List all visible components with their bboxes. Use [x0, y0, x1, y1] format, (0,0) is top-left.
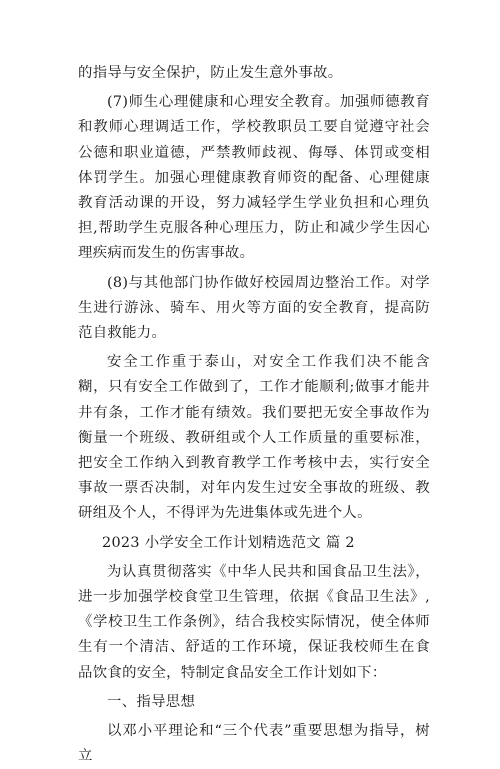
paragraph: 安全工作重于泰山，对安全工作我们决不能含糊，只有安全工作做到了，工作才能顺利;做事才能井井有条，工作才能有绩效。我们要把无安全事故作为衡量一个班级、教研组或个人工作质量的重要标准，把安全工作纳入到教育教学工作考核中去，实行安全事故一票否决制，对年内发生过安全事故的班级、教研组及个人，不得评为先进集体或先进个人。: [78, 354, 430, 522]
document-page: [78, 61, 430, 769]
paragraph: 的指导与安全保护，防止发生意外事故。: [78, 65, 343, 81]
heading-guiding-ideology: 一、指导思想: [107, 693, 196, 710]
paragraph: 为认真贯彻落实《中华人民共和国食品卫生法》，进一步加强学校食堂卫生管理，依据《食品卫生法》,《学校卫生工作条例》，结合我校实际情况，使全体师生有一个清洁、舒适的工作环境，保证我校师生在食品饮食的安全，特制定食品安全工作计划如下：: [78, 563, 430, 681]
paragraph: 以邓小平理论和“三个代表”重要思想为指导，树立: [78, 723, 430, 765]
section-title: 2023 小学安全工作计划精选范文 篇 2: [102, 534, 355, 551]
paragraph: (8)与其他部门协作做好校园周边整治工作。对学生进行游泳、骑车、用火等方面的安全教育，提高防范自救能力。: [78, 274, 430, 342]
paragraph: (7)师生心理健康和心理安全教育。加强师德教育和教师心理调适工作，学校教职员工要自觉遵守社会公德和职业道德，严禁教师歧视、侮辱、体罚或变相体罚学生。加强心理健康教育师资的配备、心理健康教育活动课的开设，努力减轻学生学业负担和心理负担,帮助学生克服各种心理压力，防止和减少学生因心理疾病而发生的伤害事故。: [78, 94, 430, 262]
